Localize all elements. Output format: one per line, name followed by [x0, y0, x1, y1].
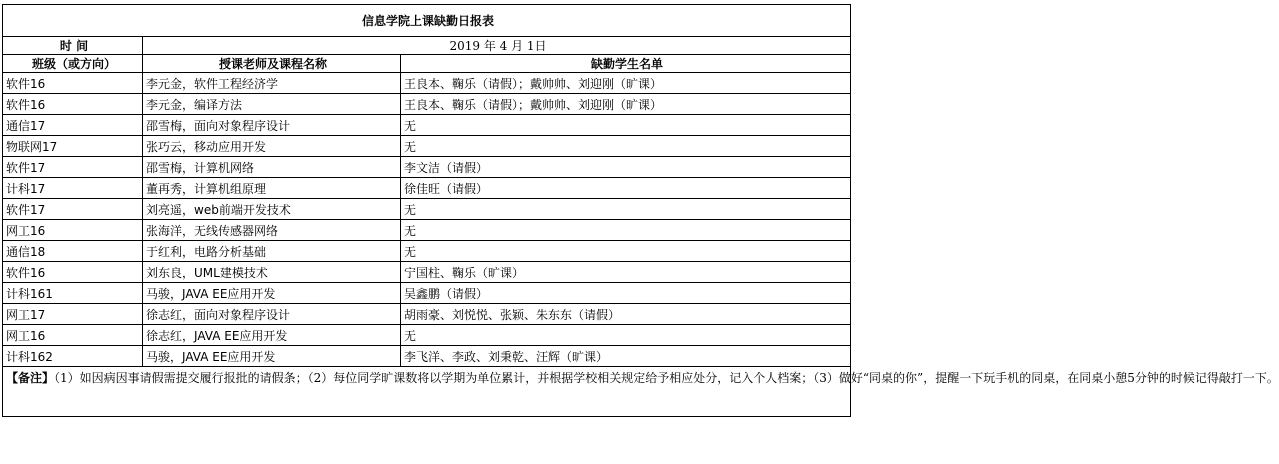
cell-teacher-course: 于红利，电路分析基础 — [143, 241, 401, 262]
cell-absent-students: 王良本、鞠乐（请假）；戴帅帅、刘迎刚（旷课） — [401, 94, 851, 115]
cell-class: 软件16 — [3, 262, 143, 283]
table-row — [3, 220, 851, 241]
cell-absent-students: 无 — [401, 115, 851, 136]
table-row — [3, 94, 851, 115]
cell-absent-students: 无 — [401, 136, 851, 157]
cell-teacher-course: 邵雪梅，面向对象程序设计 — [143, 115, 401, 136]
cell-absent-students: 李文洁（请假） — [401, 157, 851, 178]
cell-class: 计科162 — [3, 346, 143, 367]
cell-absent-students: 李飞洋、李政、刘秉乾、汪辉（旷课） — [401, 346, 851, 367]
cell-teacher-course: 马骏，JAVA EE应用开发 — [143, 283, 401, 304]
cell-class: 计科17 — [3, 178, 143, 199]
cell-absent-students: 无 — [401, 325, 851, 346]
cell-absent-students: 王良本、鞠乐（请假）；戴帅帅、刘迎刚（旷课） — [401, 73, 851, 94]
cell-teacher-course: 李元金，软件工程经济学 — [143, 73, 401, 94]
table-row — [3, 283, 851, 304]
table-row — [3, 115, 851, 136]
cell-absent-students: 吴鑫鹏（请假） — [401, 283, 851, 304]
table-row — [3, 178, 851, 199]
cell-class: 软件16 — [3, 73, 143, 94]
table-row — [3, 325, 851, 346]
cell-class: 通信17 — [3, 115, 143, 136]
cell-teacher-course: 董再秀，计算机组原理 — [143, 178, 401, 199]
cell-class: 软件17 — [3, 199, 143, 220]
header-absent-students: 缺勤学生名单 — [401, 55, 851, 73]
table-row — [3, 346, 851, 367]
cell-class: 物联网17 — [3, 136, 143, 157]
cell-class: 软件17 — [3, 157, 143, 178]
cell-class: 网工17 — [3, 304, 143, 325]
cell-class: 网工16 — [3, 220, 143, 241]
table-row — [3, 157, 851, 178]
cell-teacher-course: 刘东良，UML建模技术 — [143, 262, 401, 283]
cell-class: 通信18 — [3, 241, 143, 262]
cell-teacher-course: 张海洋，无线传感器网络 — [143, 220, 401, 241]
table-row — [3, 136, 851, 157]
date-label: 时 间 — [3, 37, 143, 55]
remarks-text: （1）如因病因事请假需提交履行报批的请假条；（2）每位同学旷课数将以学期为单位累计，并根据学校相关规定给予相应处分，记入个人档案；（3）做好“同桌的你”，提醒一下玩手机的同桌，在同桌小憩5分钟的时候记得敲打一下。 — [54, 371, 1279, 385]
cell-teacher-course: 张巧云，移动应用开发 — [143, 136, 401, 157]
attendance-report-table — [2, 4, 1279, 417]
cell-class: 软件16 — [3, 94, 143, 115]
table-row — [3, 304, 851, 325]
remarks-cell — [3, 367, 1279, 417]
table-body — [3, 73, 851, 367]
cell-absent-students: 无 — [401, 199, 851, 220]
cell-absent-students: 无 — [401, 220, 851, 241]
header-class: 班级（或方向） — [3, 55, 143, 73]
cell-teacher-course: 李元金，编译方法 — [143, 94, 401, 115]
table-row — [3, 262, 851, 283]
cell-teacher-course: 邵雪梅，计算机网络 — [143, 157, 401, 178]
report-title: 信息学院上课缺勤日报表 — [3, 5, 851, 37]
table-row — [3, 199, 851, 220]
cell-class: 网工16 — [3, 325, 143, 346]
cell-absent-students: 胡雨豪、刘悦悦、张颖、朱东东（请假） — [401, 304, 851, 325]
date-value: 2019 年 4 月 1日 — [143, 37, 851, 55]
header-teacher-course: 授课老师及课程名称 — [143, 55, 401, 73]
cell-absent-students: 宁国柱、鞠乐（旷课） — [401, 262, 851, 283]
cell-absent-students: 徐佳旺（请假） — [401, 178, 851, 199]
cell-teacher-course: 徐志红，JAVA EE应用开发 — [143, 325, 401, 346]
cell-teacher-course: 刘亮遥，web前端开发技术 — [143, 199, 401, 220]
cell-teacher-course: 徐志红，面向对象程序设计 — [143, 304, 401, 325]
cell-teacher-course: 马骏，JAVA EE应用开发 — [143, 346, 401, 367]
table-row — [3, 241, 851, 262]
cell-absent-students: 无 — [401, 241, 851, 262]
remarks-label: 【备注】 — [6, 371, 55, 385]
cell-class: 计科161 — [3, 283, 143, 304]
table-row — [3, 73, 851, 94]
